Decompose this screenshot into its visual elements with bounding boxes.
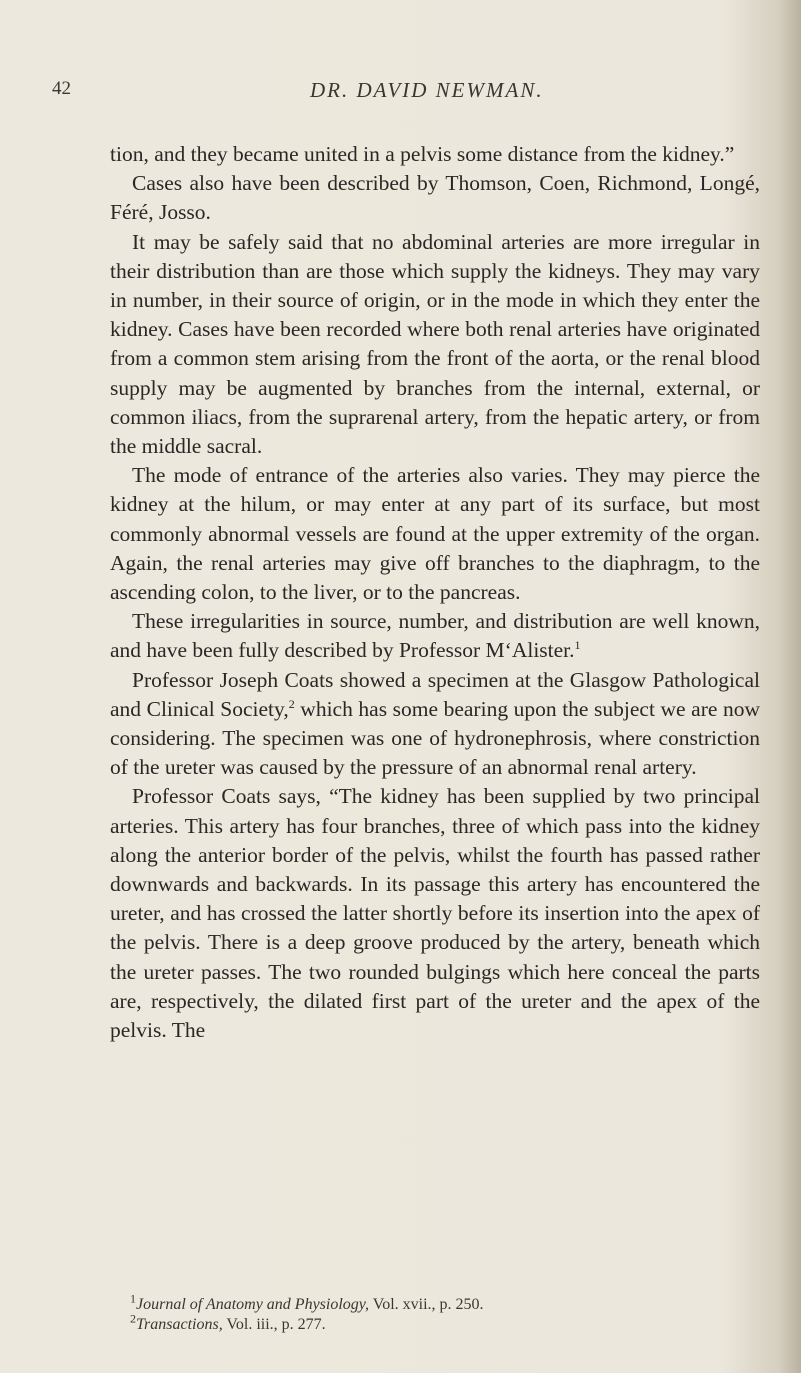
paragraph: tion, and they became united in a pelvis some distance from the kidney.” [110, 142, 735, 166]
paragraph-text: Professor Joseph Coats showed a specimen at the Glasgow Pathological and Clinical Society, [110, 667, 760, 721]
footnote [130, 1311, 750, 1335]
paragraph: Cases also have been described by Thomson, Coen, Richmond, Longé, Féré, Josso. [110, 171, 760, 225]
paragraph: It may be safely said that no abdominal arteries are more irregular in their distribution than are those which supply the kidneys. They may vary in number, in their source of origin, or in the mode in which they enter the kidney. Cases have been recorded where both renal arteries have originated from a common stem arising from the front of the aorta, or the renal blood supply may be augmented by branches from the internal, external, or common iliacs, from the suprarenal artery, from the hepatic artery, or from the middle sacral. [110, 229, 760, 459]
footnote-number: 1 [130, 1291, 136, 1306]
footnote-mark: 1 [574, 638, 581, 653]
paragraph [110, 607, 760, 665]
footnote-text: Vol. xvii., p. 250. [369, 1296, 484, 1313]
paragraph: Professor Coats says, “The kidney has been supplied by two principal arteries. This artery has four branches, three of which pass into the kidney along the anterior border of the pelvis, whilst the fourth has passed rather downwards and backwards. In its passage this artery has encountered the ureter, and has crossed the latter shortly before its insertion into the apex of the pelvis. There is a deep groove produced by the artery, beneath which the ureter passes. The two rounded bulgings which here conceal the parts are, respectively, the dilated first part of the ureter and the apex of the pelvis. The [110, 784, 760, 1043]
footnote-mark: 2 [288, 696, 295, 711]
paragraph [110, 666, 760, 783]
page-number: 42 [52, 78, 71, 99]
footnote-number: 2 [130, 1311, 136, 1326]
footnote-text: Vol. iii., p. 277. [222, 1316, 326, 1333]
footnote [130, 1291, 750, 1315]
body-text [110, 140, 760, 1045]
paragraph-text: These irregularities in source, number, and distribution are well known, and have been fully described by Professor M‘Alister. [110, 609, 760, 663]
footnotes [130, 1291, 750, 1335]
page-header [52, 78, 767, 108]
footnote-title: Journal of Anatomy and Physiology, [136, 1296, 370, 1313]
running-head: DR. DAVID NEWMAN. [310, 78, 544, 102]
footnote-title: Transactions, [136, 1316, 223, 1333]
paragraph-text: which has some bearing upon the subject we are now considering. The specimen was one of hydronephrosis, where constriction of the ureter was caused by the pressure of an abnormal renal artery. [110, 696, 760, 780]
page-edge-shadow [779, 0, 801, 1373]
paragraph: The mode of entrance of the arteries also varies. They may pierce the kidney at the hilum, or may enter at any part of its surface, but most commonly abnormal vessels are found at the upper extremity of the organ. Again, the renal arteries may give off branches to the diaphragm, to the ascending colon, to the liver, or to the pancreas. [110, 463, 760, 605]
